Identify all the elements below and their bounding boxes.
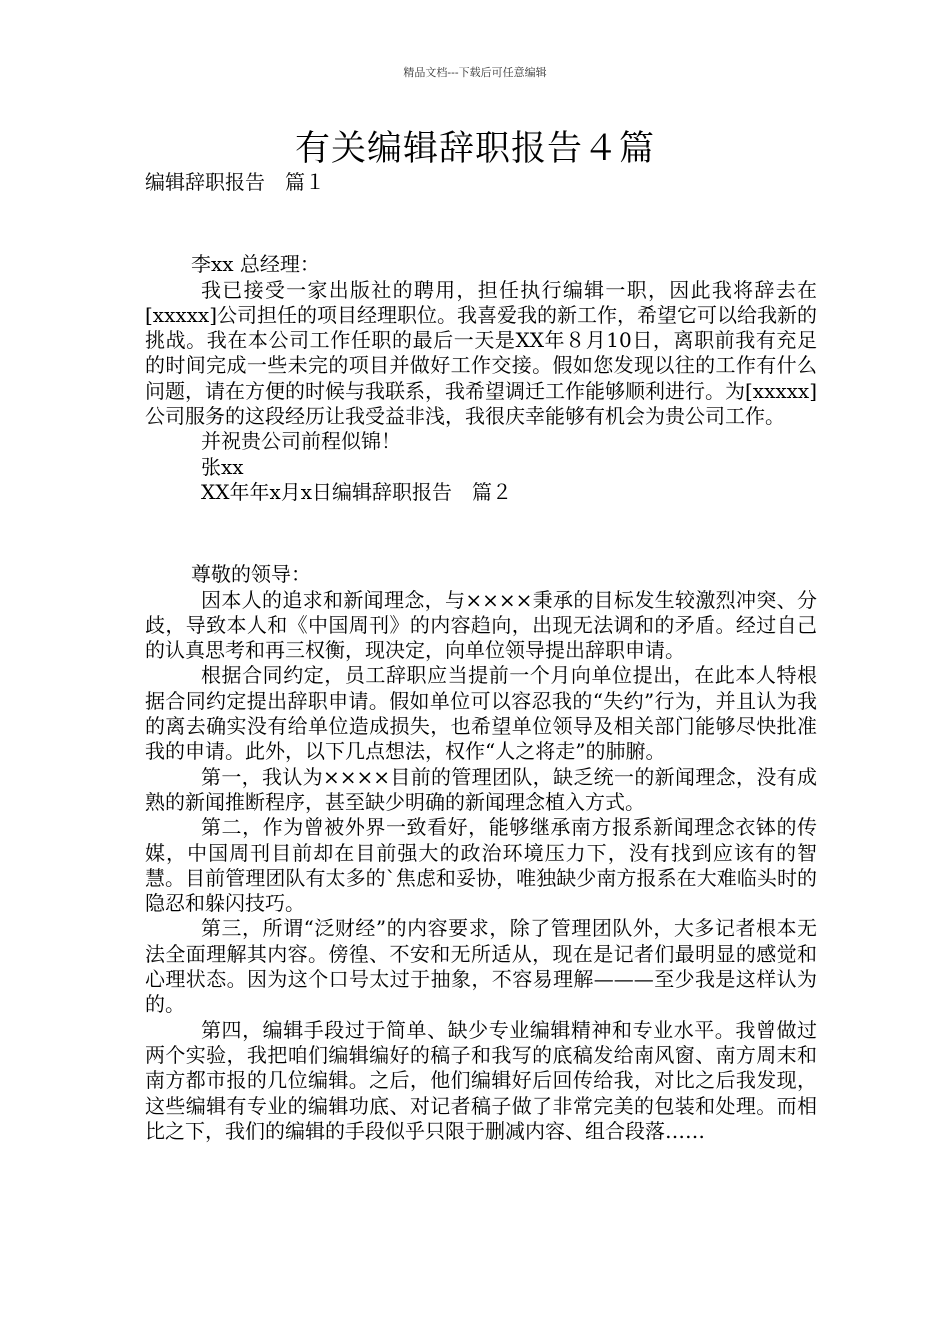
- spacer: [145, 195, 817, 245]
- signature: 张xx: [201, 454, 244, 479]
- spacer: [145, 505, 817, 555]
- paragraph: 第三，所谓“泛财经”的内容要求，除了管理团队外，大多记者根本无法全面理解其内容。傍徨、不安和无所适从，现在是记者们最明显的感觉和心理状态。因为这个口号太过于抽象，不容易理解———至少我是这样认为的。: [145, 916, 817, 1017]
- paragraph: 我已接受一家出版社的聘用，担任执行编辑一职，因此我将辞去在[xxxxx]公司担任的项目经理职位。我喜爱我的新工作，希望它可以给我新的挑战。我在本公司工作任职的最后一天是XX年８月10日，离职前我有充足的时间完成一些未完的项目并做好工作交接。假如您发现以往的工作有什么问题，请在方便的时候与我联系，我希望调迁工作能够顺利进行。为[xxxxx]公司服务的这段经历让我受益非浅，我很庆幸能够有机会为贵公司工作。: [145, 277, 818, 429]
- section-heading: 编辑辞职报告 篇１: [145, 170, 325, 194]
- paragraph: 第二，作为曾被外界一致看好，能够继承南方报系新闻理念衣钵的传媒，中国周刊目前却在目前强大的政治环境压力下，没有找到应该有的智慧。目前管理团队有太多的`焦虑和妥协，唯独缺少南方报系在大难临头时的隐忍和躲闪技巧。: [145, 815, 817, 916]
- paragraph: 因本人的追求和新闻理念，与××××秉承的目标发生较激烈冲突、分歧，导致本人和《中国周刊》的内容趋向，出现无法调和的矛盾。经过自己的认真思考和再三权衡，现决定，向单位领导提出辞职申请。: [145, 587, 817, 663]
- paragraph: 第一，我认为××××目前的管理团队，缺乏统一的新闻理念，没有成熟的新闻推断程序，甚至缺少明确的新闻理念植入方式。: [145, 764, 817, 814]
- closing-line: 并祝贵公司前程似锦！: [201, 429, 401, 454]
- salutation: 尊敬的领导：: [191, 562, 311, 587]
- paragraph: 根据合同约定，员工辞职应当提前一个月向单位提出，在此本人特根据合同约定提出辞职申请。假如单位可以容忍我的“失约”行为，并且认为我的离去确实没有给单位造成损失，也希望单位领导及相关部门能够尽快批准我的申请。此外，以下几点想法，权作“人之将走”的肺腑。: [145, 663, 817, 764]
- document-body: [145, 170, 817, 1144]
- salutation: 李xx 总经理：: [191, 252, 320, 277]
- paragraph: 第四，编辑手段过于简单、缺少专业编辑精神和专业水平。我曾做过两个实验，我把咱们编辑编好的稿子和我写的底稿发给南风窗、南方周末和南方都市报的几位编辑。之后，他们编辑好后回传给我，对比之后我发现，这些编辑有专业的编辑功底、对记者稿子做了非常完美的包装和处理。而相比之下，我们的编辑的手段似乎只限于删减内容、组合段落……: [145, 1017, 817, 1143]
- header-note: 精品文档---下载后可任意编辑: [403, 66, 547, 79]
- date-and-section-heading: XX年年x月x日编辑辞职报告 篇２: [201, 479, 513, 504]
- document-title: 有关编辑辞职报告４篇: [294, 129, 655, 169]
